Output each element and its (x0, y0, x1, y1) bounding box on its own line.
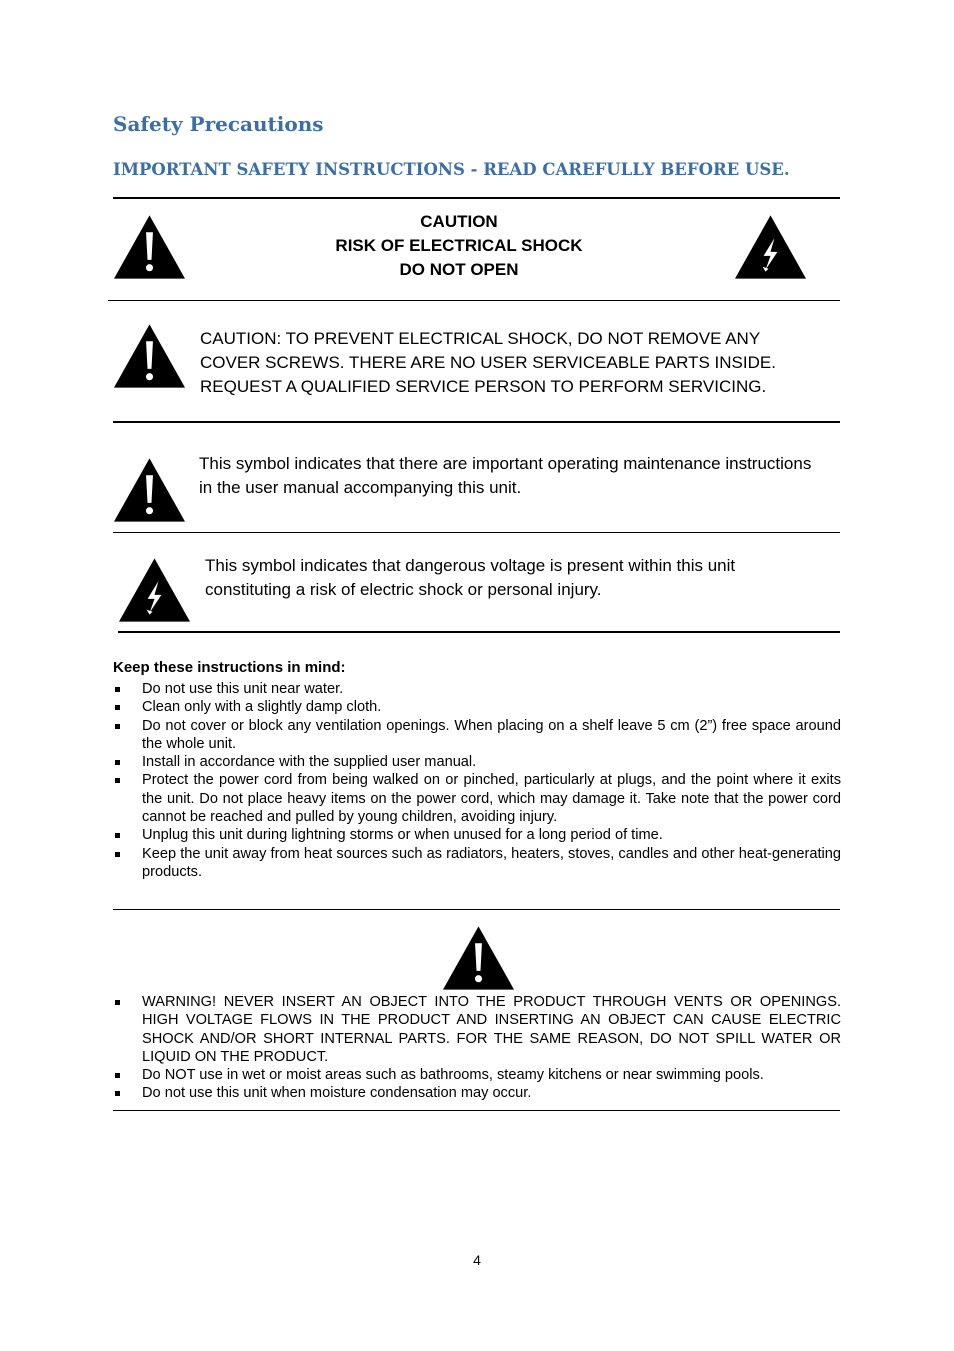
list-item: Unplug this unit during lightning storms or when unused for a long period of time. (113, 826, 841, 844)
divider (113, 421, 840, 423)
notice-line: CAUTION: TO PREVENT ELECTRICAL SHOCK, DO NOT REMOVE ANY (200, 329, 761, 348)
caution-line: CAUTION (420, 212, 498, 231)
list-item: Protect the power cord from being walked on or pinched, particularly at plugs, and the point where it exits the unit. Do not place heavy items on the power cord, which may damage it. Take note that the power cord cannot be reached and pulled by young children, avoiding injury. (113, 771, 841, 826)
exclamation-warning-icon (113, 214, 186, 280)
caution-heading (300, 210, 618, 282)
list-item: WARNING! NEVER INSERT AN OBJECT INTO THE PRODUCT THROUGH VENTS OR OPENINGS. HIGH VOLTAGE FLOWS IN THE PRODUCT AND INSERTING AN OBJECT CAN CAUSE ELECTRIC SHOCK AND/OR SHORT INTERNAL PARTS. FOR THE SAME REASON, DO NOT SPILL WATER OR LIQUID ON THE PRODUCT. (113, 993, 841, 1066)
list-item: Do NOT use in wet or moist areas such as bathrooms, steamy kitchens or near swimming pools. (113, 1066, 841, 1084)
divider (108, 300, 840, 301)
lightning-symbol-notice (205, 554, 840, 602)
notice-line: This symbol indicates that there are important operating maintenance instructions (199, 454, 812, 473)
warnings-list (113, 993, 841, 1103)
bullet-icon (115, 852, 120, 857)
caution-line: RISK OF ELECTRICAL SHOCK (335, 236, 583, 255)
notice-line: constituting a risk of electric shock or personal injury. (205, 580, 602, 599)
bullet-icon (115, 1073, 120, 1078)
notice-line: REQUEST A QUALIFIED SERVICE PERSON TO PERFORM SERVICING. (200, 377, 767, 396)
bullet-icon (115, 778, 120, 783)
instructions-heading: Keep these instructions in mind: (113, 659, 346, 676)
divider (113, 1110, 840, 1111)
list-item: Do not use this unit when moisture condensation may occur. (113, 1084, 841, 1102)
divider (113, 532, 840, 533)
notice-line: COVER SCREWS. THERE ARE NO USER SERVICEABLE PARTS INSIDE. (200, 353, 776, 372)
exclamation-symbol-notice (199, 452, 849, 500)
section-subtitle: IMPORTANT SAFETY INSTRUCTIONS - READ CAREFULLY BEFORE USE. (113, 160, 790, 179)
list-item: Clean only with a slightly damp cloth. (113, 698, 841, 716)
list-item: Do not use this unit near water. (113, 680, 841, 698)
lightning-warning-icon (734, 214, 807, 280)
exclamation-warning-icon (113, 323, 186, 389)
bullet-icon (115, 687, 120, 692)
notice-line: in the user manual accompanying this unit. (199, 478, 522, 497)
bullet-icon (115, 833, 120, 838)
list-item: Keep the unit away from heat sources such as radiators, heaters, stoves, candles and other heat-generating products. (113, 845, 841, 882)
notice-line: This symbol indicates that dangerous voltage is present within this unit (205, 556, 736, 575)
cover-screws-notice (200, 327, 840, 399)
exclamation-warning-icon (442, 925, 515, 991)
bullet-icon (115, 1091, 120, 1096)
instructions-list (113, 680, 841, 881)
divider (113, 909, 840, 910)
exclamation-warning-icon (113, 457, 186, 523)
bullet-icon (115, 724, 120, 729)
page-number: 4 (473, 1252, 481, 1268)
caution-line: DO NOT OPEN (399, 260, 519, 279)
lightning-warning-icon (118, 557, 191, 623)
bullet-icon (115, 1000, 120, 1005)
divider (113, 197, 840, 199)
bullet-icon (115, 705, 120, 710)
divider (118, 631, 840, 633)
bullet-icon (115, 760, 120, 765)
list-item: Do not cover or block any ventilation openings. When placing on a shelf leave 5 cm (2”) free space around the whole unit. (113, 717, 841, 754)
list-item: Install in accordance with the supplied user manual. (113, 753, 841, 771)
page-title: Safety Precautions (113, 112, 324, 136)
